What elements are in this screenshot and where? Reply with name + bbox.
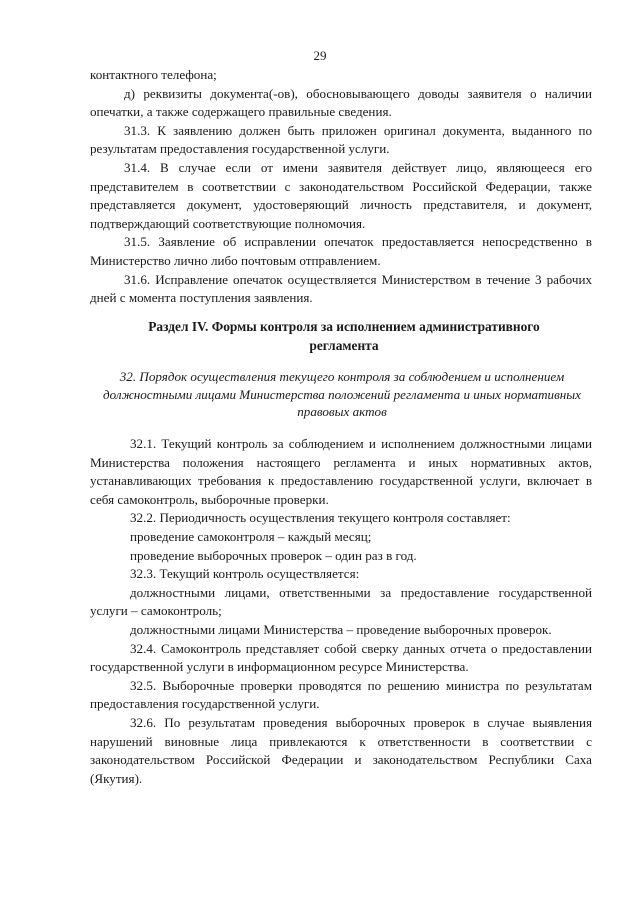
main-text-block [90,435,592,788]
paragraph-32-3: 32.3. Текущий контроль осуществляется: [130,566,360,582]
section-heading-block [128,318,560,355]
paragraph-d: д) реквизиты документа(-ов), обосновывающего доводы заявителя о наличии опечатки, а также содержащего правильные сведения. [90,85,592,120]
paragraph-ministry-officials: должностными лицами Министерства – проведение выборочных проверок. [130,621,552,637]
top-text-block [90,66,592,308]
section-heading: Раздел IV. Формы контроля за исполнением административного регламента [148,319,540,353]
subsection-heading: 32. Порядок осуществления текущего контроля за соблюдением и исполнением должностными лицами Министерства положений регламента и иных нормативных правовых актов [103,369,581,419]
paragraph-32-2: 32.2. Периодичность осуществления текущего контроля составляет: [130,510,511,526]
paragraph-selective-checks: проведение выборочных проверок – один раз в год. [130,547,417,563]
paragraph-31-6: 31.6. Исправление опечаток осуществляется Министерством в течение 3 рабочих дней с момента поступления заявления. [90,271,592,306]
page-number: 29 [313,48,327,63]
paragraph-32-4: 32.4. Самоконтроль представляет собой сверку данных отчета о предоставлении государственной услуги в информационном ресурсе Министерства. [90,640,592,675]
paragraph-self-control: проведение самоконтроля – каждый месяц; [130,528,372,544]
paragraph-responsible-officials: должностными лицами, ответственными за предоставление государственной услуги – самоконтроль; [90,584,592,619]
paragraph-31-5: 31.5. Заявление об исправлении опечаток предоставляется непосредственно в Министерство лично либо почтовым отправлением. [90,234,592,268]
paragraph-32-5: 32.5. Выборочные проверки проводятся по решению министра по результатам предоставления государственной услуги. [90,677,592,712]
paragraph-31-3: 31.3. К заявлению должен быть приложен оригинал документа, выданного по результатам предоставления государственной услуги. [90,122,592,157]
subsection-heading-block [93,368,591,421]
paragraph-32-6: 32.6. По результатам проведения выборочных проверок в случае выявления нарушений виновные лица привлекаются к ответственности в соответствии с законодательством Российской Федерации и законодательством Республики Саха (Якутия). [90,714,592,786]
paragraph-32-1: 32.1. Текущий контроль за соблюдением и исполнением должностными лицами Министерства положения настоящего регламента и иных нормативных актов, устанавливающих требования к предоставлению государственной услуги, включает в себя самоконтроль, выборочные проверки. [90,436,592,507]
paragraph-31-4: 31.4. В случае если от имени заявителя действует лицо, являющееся его представителем в соответствии с законодательством Российской Федерации, также представляется документ, удостоверяющий личность представителя, и документ, подтверждающий соответствующие полномочия. [90,159,592,231]
paragraph-phone: контактного телефона; [90,67,217,82]
